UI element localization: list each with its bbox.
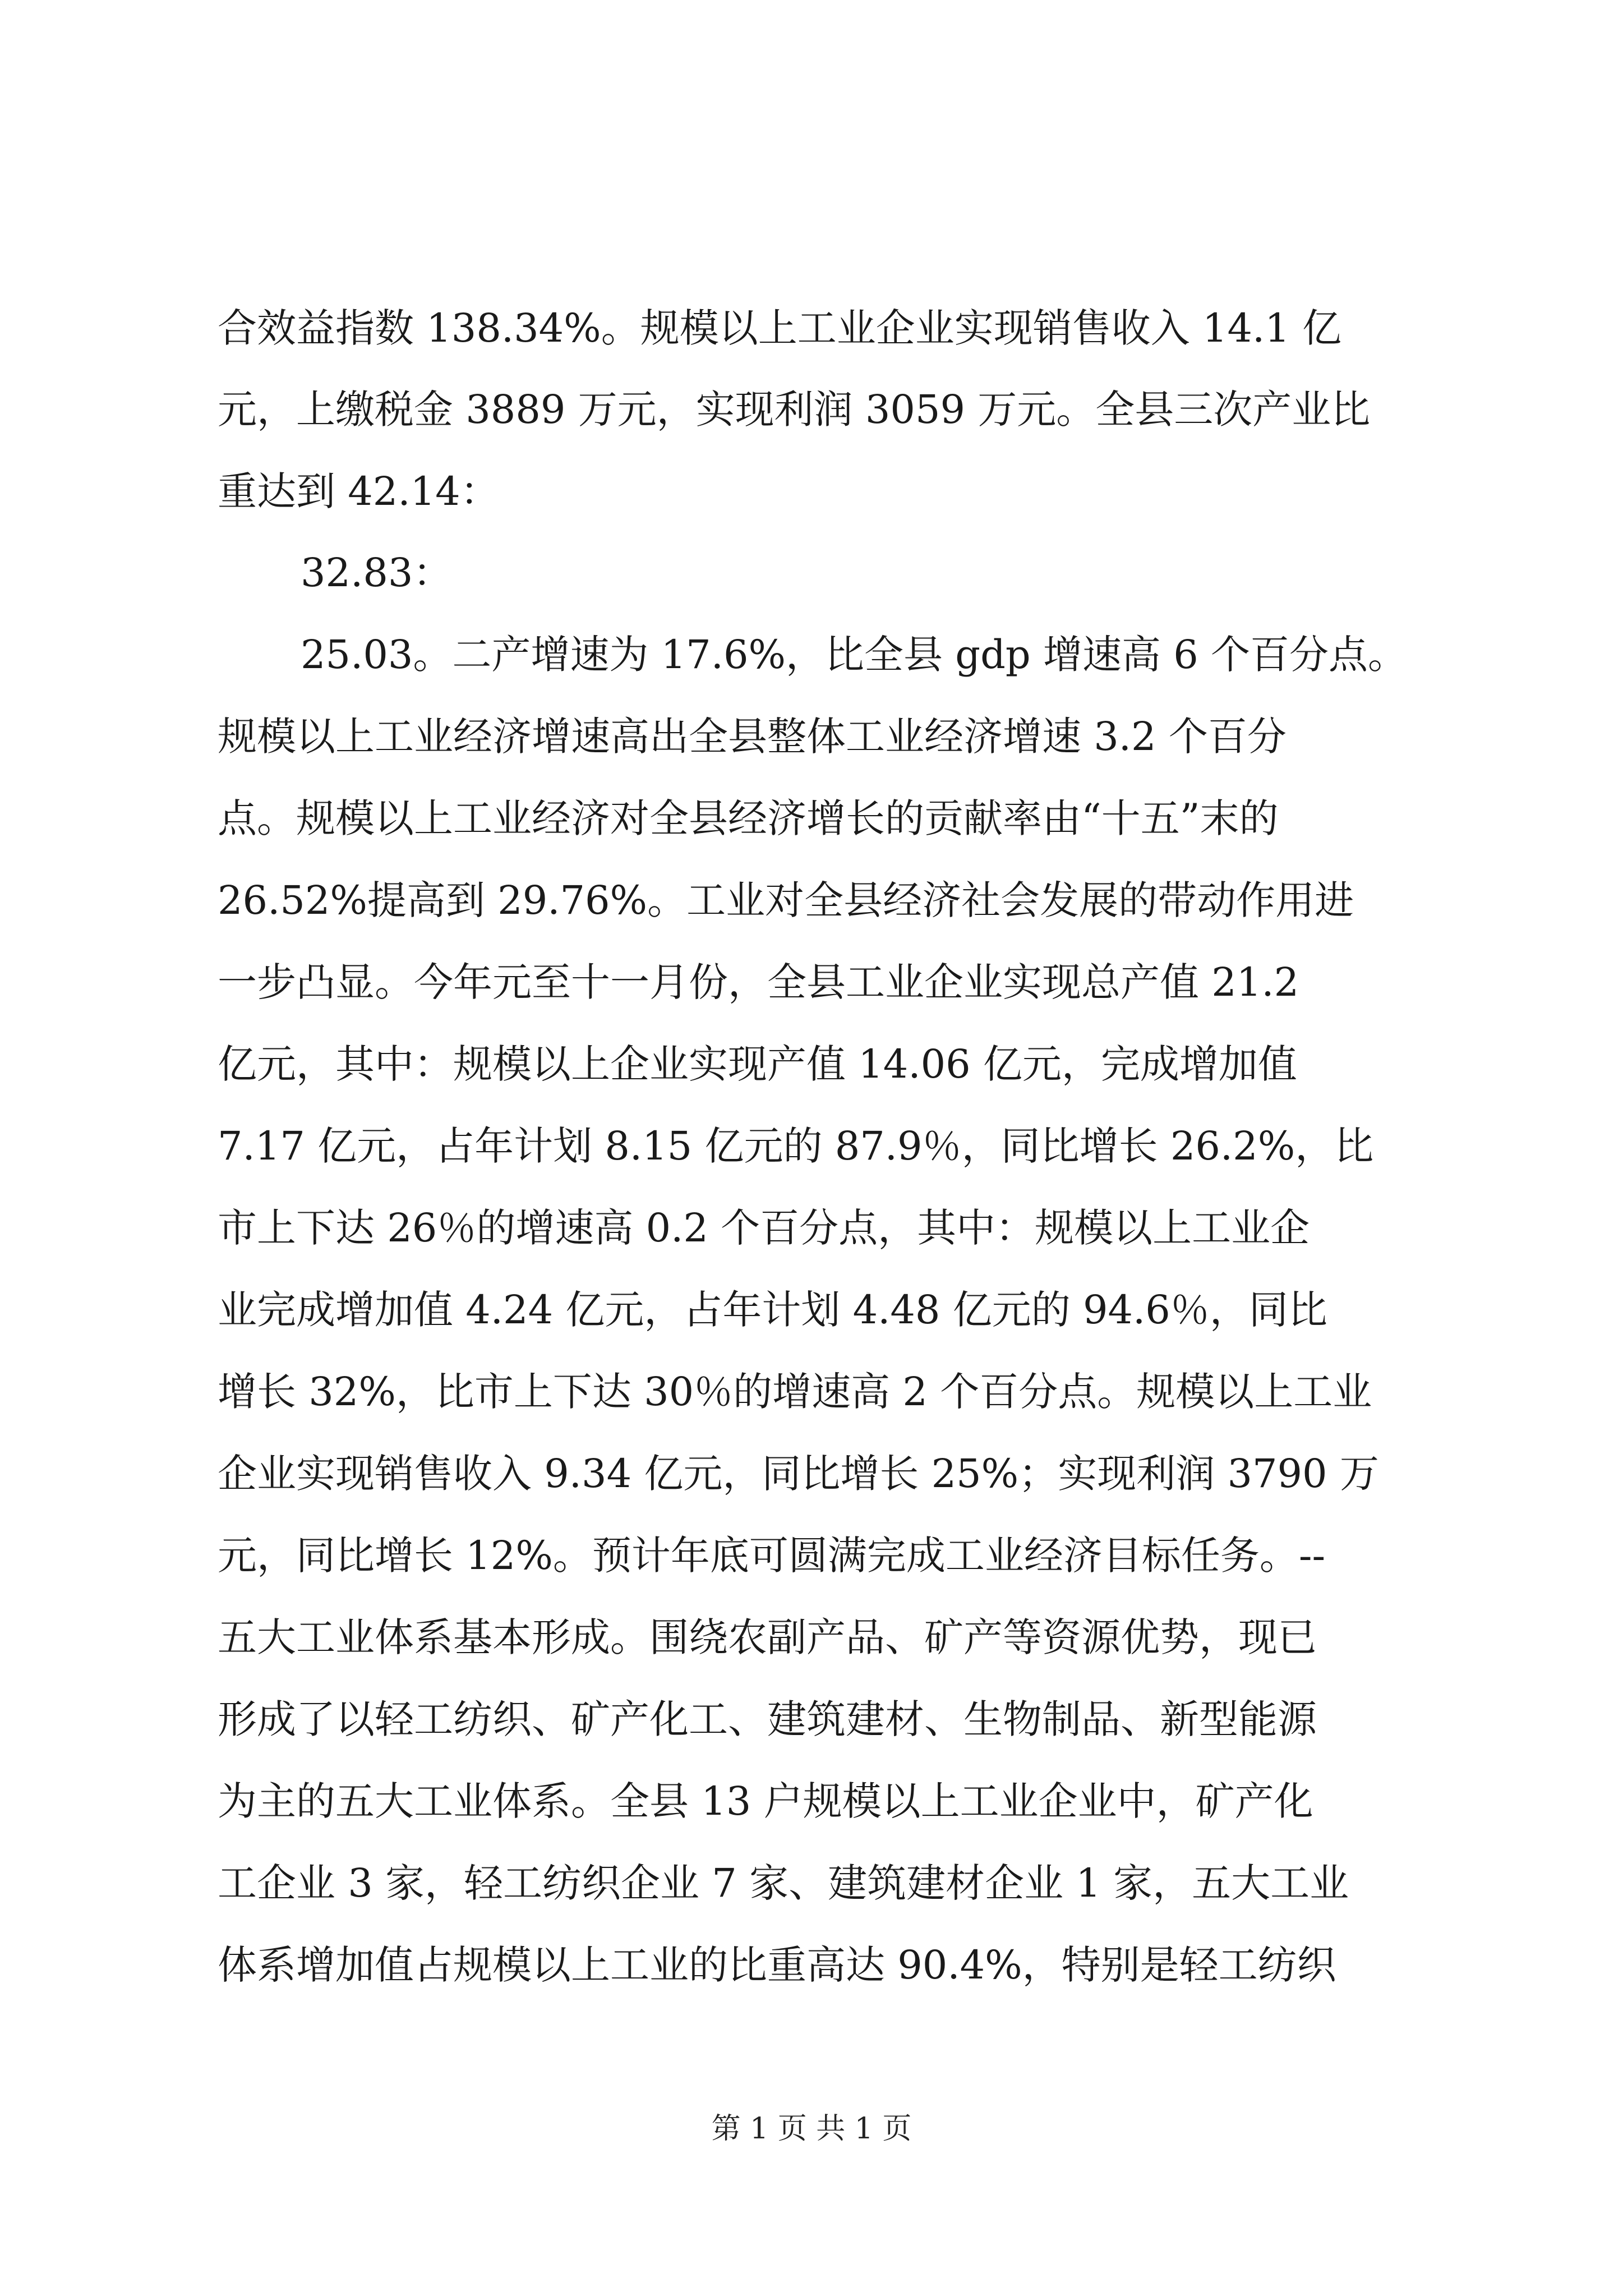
text-line: 亿元，其中：规模以上企业实现产值 14.06 亿元，完成增加值: [218, 1041, 1297, 1087]
text-line: 规模以上工业经济增速高出全县整体工业经济增速 3.2 个百分: [218, 714, 1287, 760]
text-line: 合效益指数 138.34%。规模以上工业企业实现销售收入 14.1 亿: [218, 305, 1342, 351]
text-line: 点。规模以上工业经济对全县经济增长的贡献率由“十五”末的: [218, 795, 1279, 841]
text-line: 形成了以轻工纺织、矿产化工、建筑建材、生物制品、新型能源: [218, 1696, 1317, 1742]
text-line: 增长 32%，比市上下达 30％的增速高 2 个百分点。规模以上工业: [218, 1369, 1372, 1415]
text-line: 五大工业体系基本形成。围绕农副产品、矿产等资源优势，现已: [218, 1614, 1317, 1660]
text-line: 市上下达 26％的增速高 0.2 个百分点，其中：规模以上工业企: [218, 1205, 1310, 1251]
text-line: 32.83：: [301, 550, 453, 596]
text-line: 业完成增加值 4.24 亿元，占年计划 4.48 亿元的 94.6％，同比: [218, 1287, 1327, 1333]
text-line: 26.52%提高到 29.76%。工业对全县经济社会发展的带动作用进: [218, 877, 1354, 923]
text-line: 元，上缴税金 3889 万元，实现利润 3059 万元。全县三次产业比: [218, 386, 1371, 432]
text-line: 25.03。二产增速为 17.6%，比全县 gdp 增速高 6 个百分点。: [301, 632, 1407, 678]
text-line: 企业实现销售收入 9.34 亿元，同比增长 25%；实现利润 3790 万: [218, 1451, 1379, 1497]
text-line: 7.17 亿元，占年计划 8.15 亿元的 87.9％，同比增长 26.2%，比: [218, 1123, 1374, 1169]
text-line: 体系增加值占规模以上工业的比重高达 90.4%，特别是轻工纺织: [218, 1942, 1336, 1988]
page-number-label: 第 1 页 共 1 页: [711, 2112, 912, 2146]
text-line: 重达到 42.14：: [218, 468, 500, 514]
text-line: 元，同比增长 12%。预计年底可圆满完成工业经济目标任务。--: [218, 1533, 1326, 1579]
page-footer: [0, 2109, 1623, 2148]
text-line: 工企业 3 家，轻工纺织企业 7 家、建筑建材企业 1 家，五大工业: [218, 1860, 1349, 1906]
text-line: 一步凸显。今年元至十一月份，全县工业企业实现总产值 21.2: [218, 959, 1299, 1005]
text-line: 为主的五大工业体系。全县 13 户规模以上工业企业中，矿产化: [218, 1778, 1313, 1824]
